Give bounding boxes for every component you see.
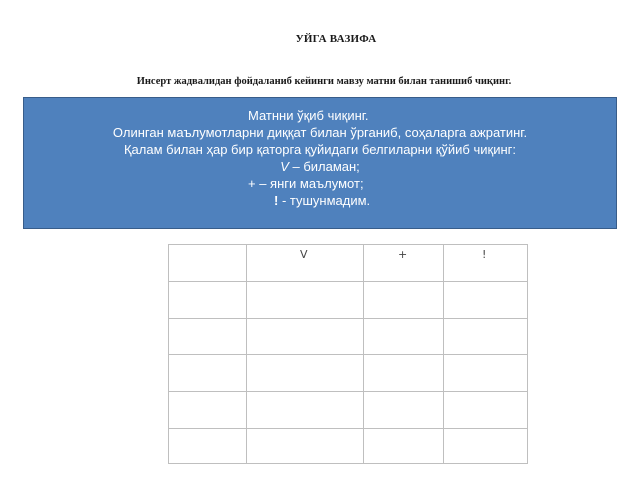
info-line-mark: Қалам билан ҳар бир қаторга қуйидаги белгиларни қўйиб чиқинг: xyxy=(123,142,516,157)
info-line-study: Олинган маълумотларни диққат билан ўрганиб, соҳаларга ажратинг. xyxy=(112,125,528,140)
table-row-border xyxy=(168,281,247,282)
info-line-v xyxy=(24,158,616,175)
table-row-border xyxy=(443,354,528,355)
table-row-border xyxy=(363,463,444,464)
instruction-text: Инсерт жадвалидан фойдаланиб кейинги мавзу матни билан танишиб чиқинг. xyxy=(136,76,512,87)
table-row-border xyxy=(443,463,528,464)
table-row-border xyxy=(363,428,444,429)
table-row-border xyxy=(246,354,364,355)
info-line-plus: + – янги маълумот; xyxy=(248,176,364,191)
table-row-border xyxy=(443,428,528,429)
page-title: УЙГА ВАЗИФА xyxy=(295,33,377,45)
table-row-border xyxy=(363,281,444,282)
table-row-border xyxy=(246,391,364,392)
table-row-border xyxy=(168,354,247,355)
excl-symbol: ! xyxy=(274,193,279,208)
table-row-border xyxy=(246,281,364,282)
info-line-excl xyxy=(24,192,616,209)
table-header-cell: V xyxy=(300,248,308,261)
table-row-border xyxy=(246,318,364,319)
table-row-border xyxy=(363,391,444,392)
v-symbol: V xyxy=(280,159,289,174)
insert-table xyxy=(168,244,527,463)
table-row-border xyxy=(443,318,528,319)
v-meaning: – биламан; xyxy=(288,159,360,174)
table-row-border xyxy=(168,463,247,464)
table-row-border xyxy=(443,244,528,245)
table-row-border xyxy=(246,428,364,429)
excl-meaning: - тушунмадим. xyxy=(278,193,371,208)
table-row-border xyxy=(168,428,247,429)
table-row-border xyxy=(246,463,364,464)
table-row-border xyxy=(363,354,444,355)
table-row-border xyxy=(168,391,247,392)
table-row-border xyxy=(168,318,247,319)
info-box xyxy=(23,97,617,229)
table-row-border xyxy=(443,391,528,392)
table-row-border xyxy=(168,244,247,245)
table-row-border xyxy=(246,244,364,245)
table-header-cell: ! xyxy=(482,248,487,261)
table-row-border xyxy=(363,318,444,319)
table-row-border xyxy=(443,281,528,282)
info-line-read: Матнни ўқиб чиқинг. xyxy=(248,108,369,123)
table-header-cell: + xyxy=(398,248,408,261)
table-row-border xyxy=(363,244,444,245)
